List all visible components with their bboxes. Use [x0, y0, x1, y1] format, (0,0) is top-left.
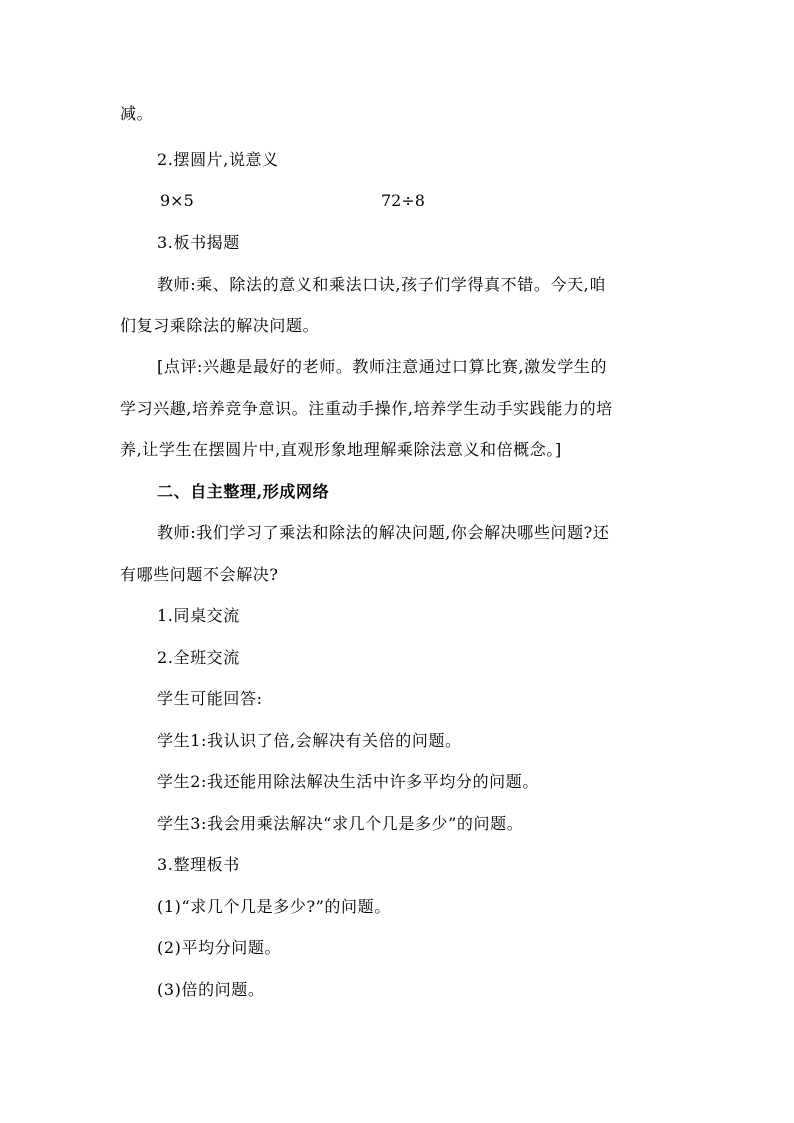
text-line: 学生3:我会用乘法解决“求几个几是多少”的问题。: [157, 814, 524, 833]
math-expression: 72÷8: [381, 191, 425, 210]
text-line: 学生2:我还能用除法解决生活中许多平均分的问题。: [157, 772, 539, 791]
text-line: 2.摆圆片,说意义: [157, 150, 279, 169]
text-line: 们复习乘除法的解决问题。: [120, 316, 320, 335]
text-line: 减。: [120, 104, 154, 123]
text-line: 教师:我们学习了乘法和除法的解决问题,你会解决哪些问题?还: [157, 523, 610, 542]
text-line: 3.整理板书: [157, 855, 240, 874]
text-line: 3.板书揭题: [157, 233, 240, 252]
text-line: (3)倍的问题。: [157, 980, 265, 999]
text-line: 学习兴趣,培养竞争意识。注重动手操作,培养学生动手实践能力的培: [120, 399, 613, 418]
text-line: 养,让学生在摆圆片中,直观形象地理解乘除法意义和倍概念。]: [120, 440, 562, 459]
text-line: (1)“求几个几是多少?”的问题。: [157, 897, 391, 916]
math-expression: 9×5: [160, 191, 194, 210]
text-line: 教师:乘、除法的意义和乘法口诀,孩子们学得真不错。今天,咱: [157, 275, 606, 294]
text-line: 学生可能回答:: [157, 689, 263, 708]
text-line: [点评:兴趣是最好的老师。教师注意通过口算比赛,激发学生的: [157, 357, 608, 376]
section-heading: 二、自主整理,形成网络: [157, 482, 330, 501]
text-line: (2)平均分问题。: [157, 938, 282, 957]
text-line: 1.同桌交流: [157, 606, 240, 625]
text-line: 2.全班交流: [157, 648, 240, 667]
text-line: 有哪些问题不会解决?: [120, 565, 279, 584]
text-line: 学生1:我认识了倍,会解决有关倍的问题。: [157, 731, 462, 750]
